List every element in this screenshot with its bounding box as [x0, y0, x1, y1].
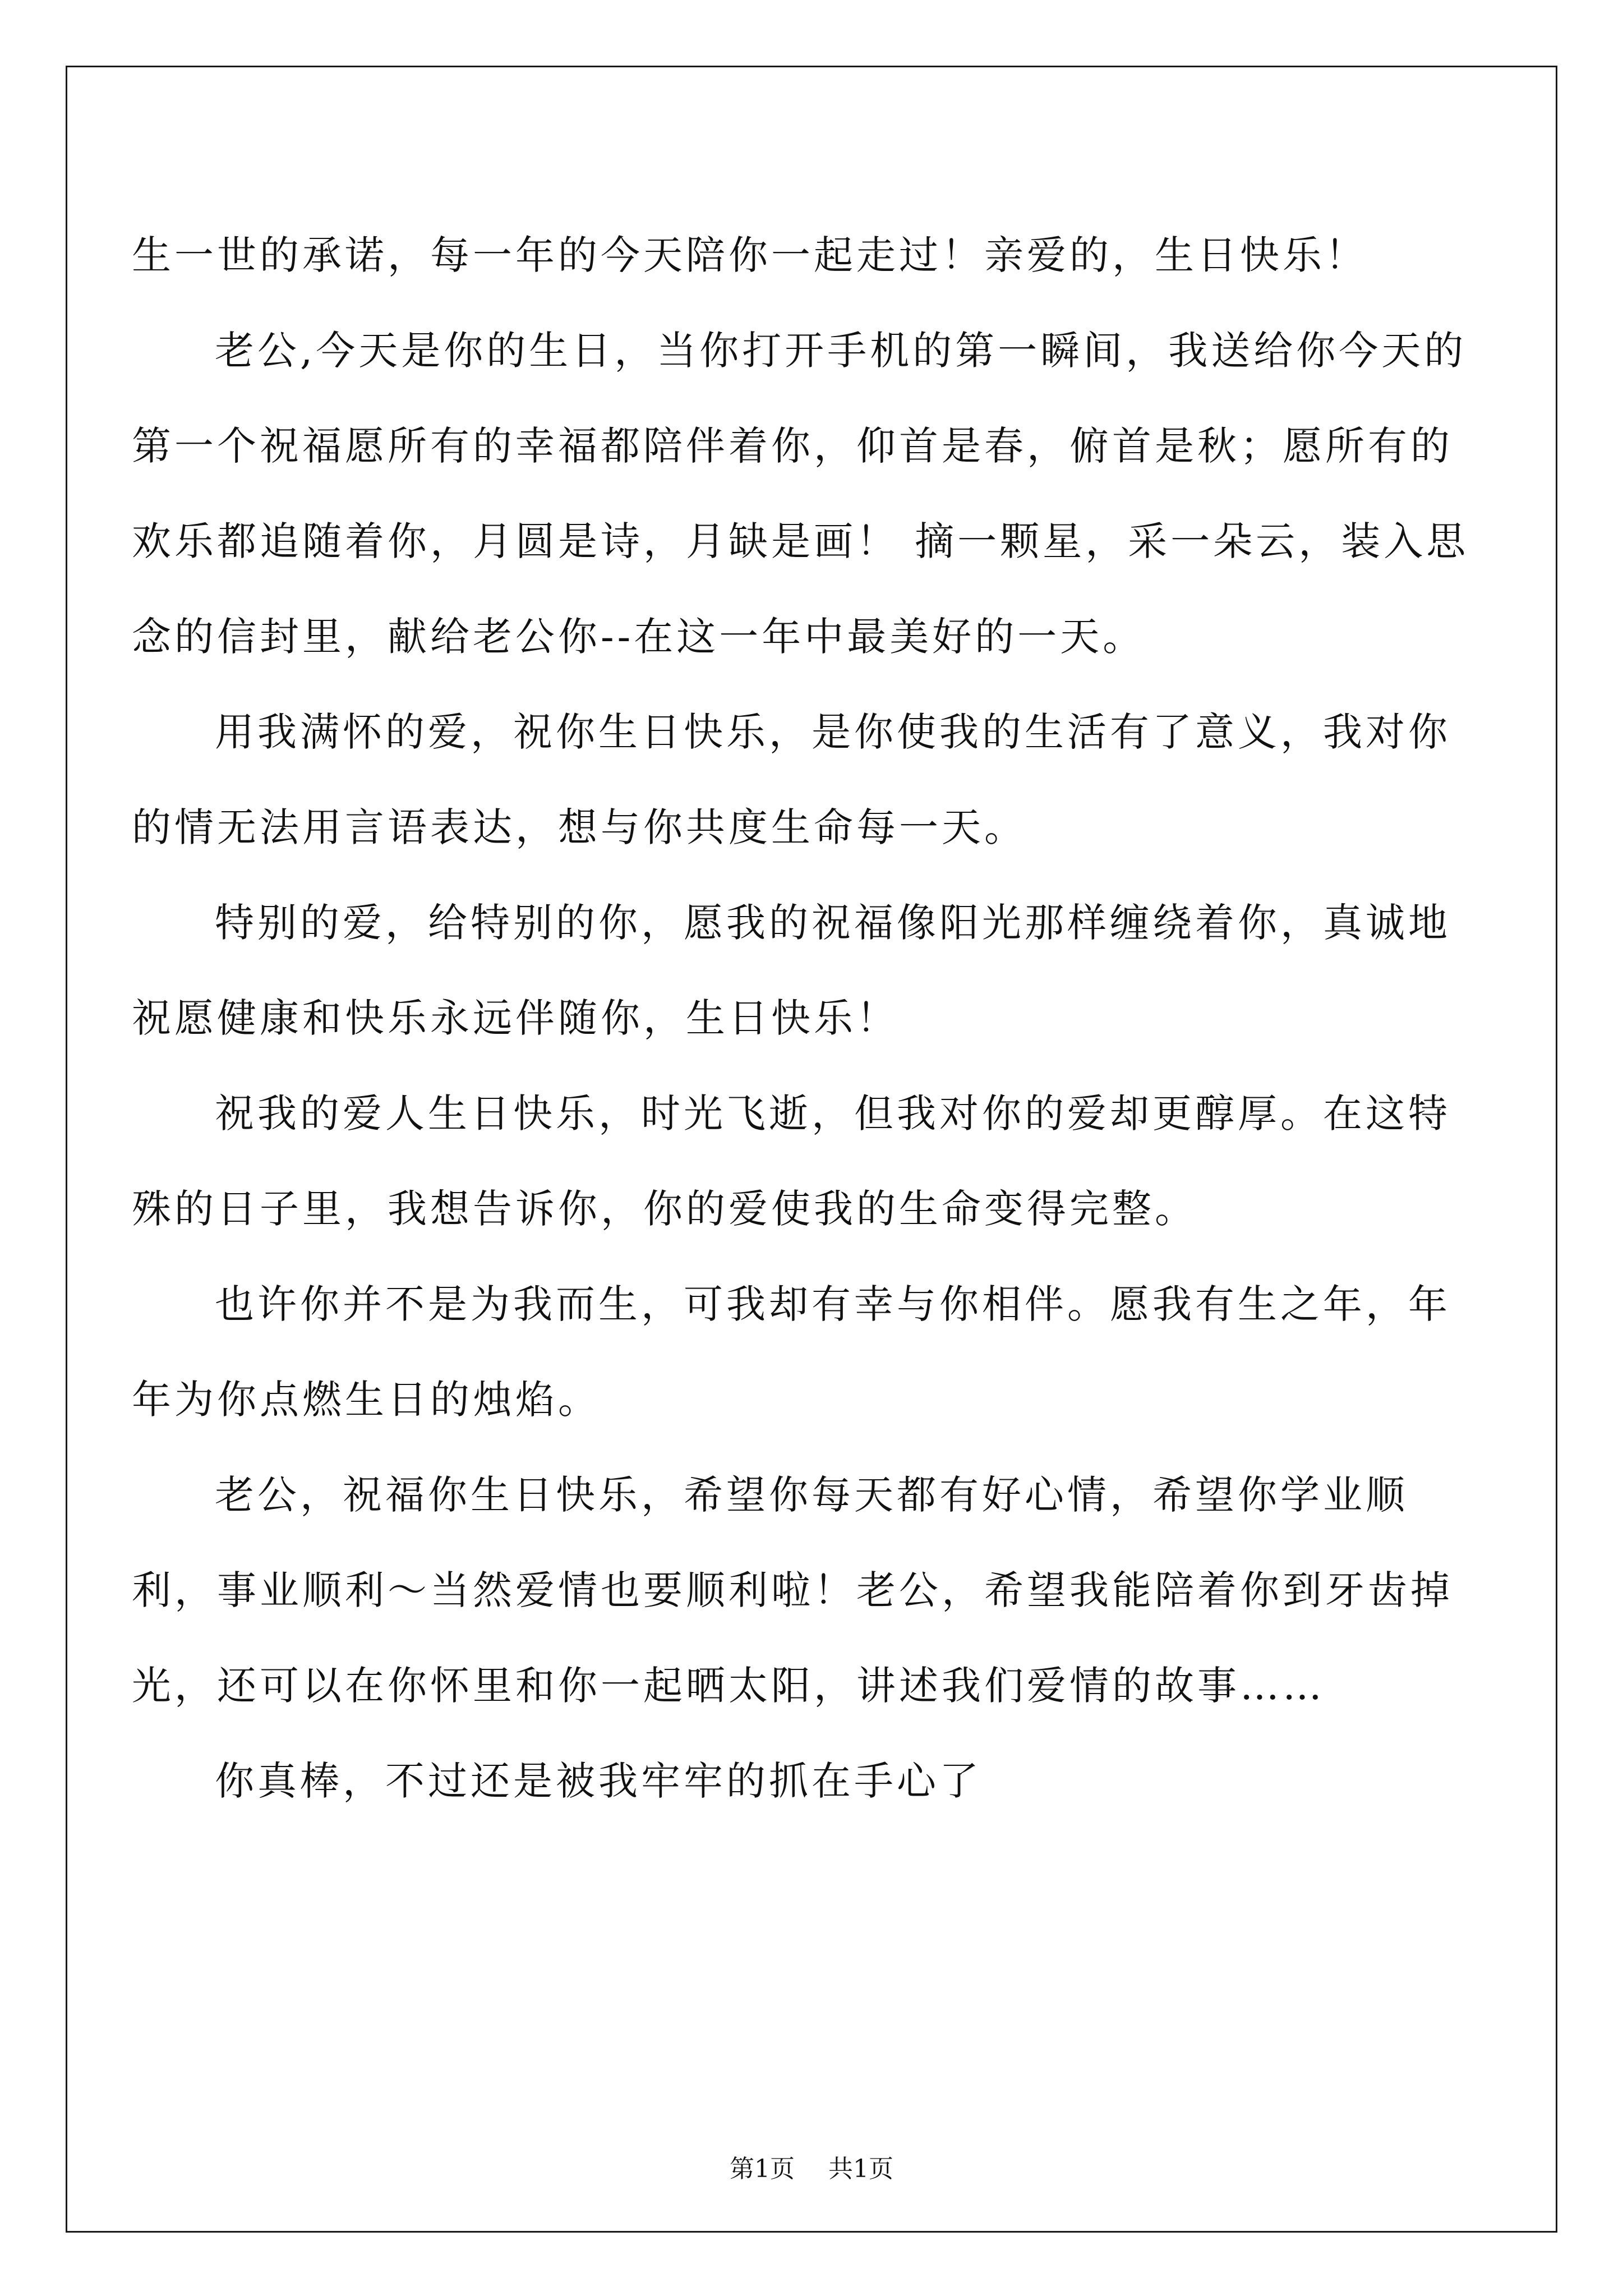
paragraph-4: 特别的爱，给特别的你，愿我的祝福像阳光那样缠绕着你，真诚地祝愿健康和快乐永远伴随你，生日快乐！: [132, 900, 1451, 1041]
paragraph-3: 用我满怀的爱，祝你生日快乐，是你使我的生活有了意义，我对你的情无法用言语表达，想与你共度生命每一天。: [132, 709, 1451, 850]
paragraph-1: 生一世的承诺，每一年的今天陪你一起走过！亲爱的，生日快乐！: [132, 232, 1368, 278]
paragraph-2: 老公,今天是你的生日，当你打开手机的第一瞬间，我送给你今天的第一个祝福愿所有的幸福都陪伴着你，仰首是春，俯首是秋；愿所有的欢乐都追随着你，月圆是诗，月缺是画！ 摘一颗星，采一朵云，装入思念的信封里，献给老公你--在这一年中最美好的一天。: [132, 328, 1469, 660]
page-number: 第1页: [730, 2155, 795, 2183]
paragraph-7: 老公，祝福你生日快乐，希望你每天都有好心情，希望你学业顺利，事业顺利～当然爱情也要顺利啦！老公，希望我能陪着你到牙齿掉光，还可以在你怀里和你一起晒太阳，讲述我们爱情的故事……: [132, 1472, 1453, 1709]
page-total: 共1页: [828, 2155, 893, 2183]
page-footer: [0, 2148, 1623, 2184]
document-body: [132, 208, 1489, 1829]
paragraph-6: 也许你并不是为我而生，可我却有幸与你相伴。愿我有生之年，年年为你点燃生日的烛焰。: [132, 1281, 1451, 1423]
paragraph-5: 祝我的爱人生日快乐，时光飞逝，但我对你的爱却更醇厚。在这特殊的日子里，我想告诉你，你的爱使我的生命变得完整。: [132, 1091, 1451, 1232]
paragraph-8: 你真棒，不过还是被我牢牢的抓在手心了: [215, 1758, 982, 1804]
